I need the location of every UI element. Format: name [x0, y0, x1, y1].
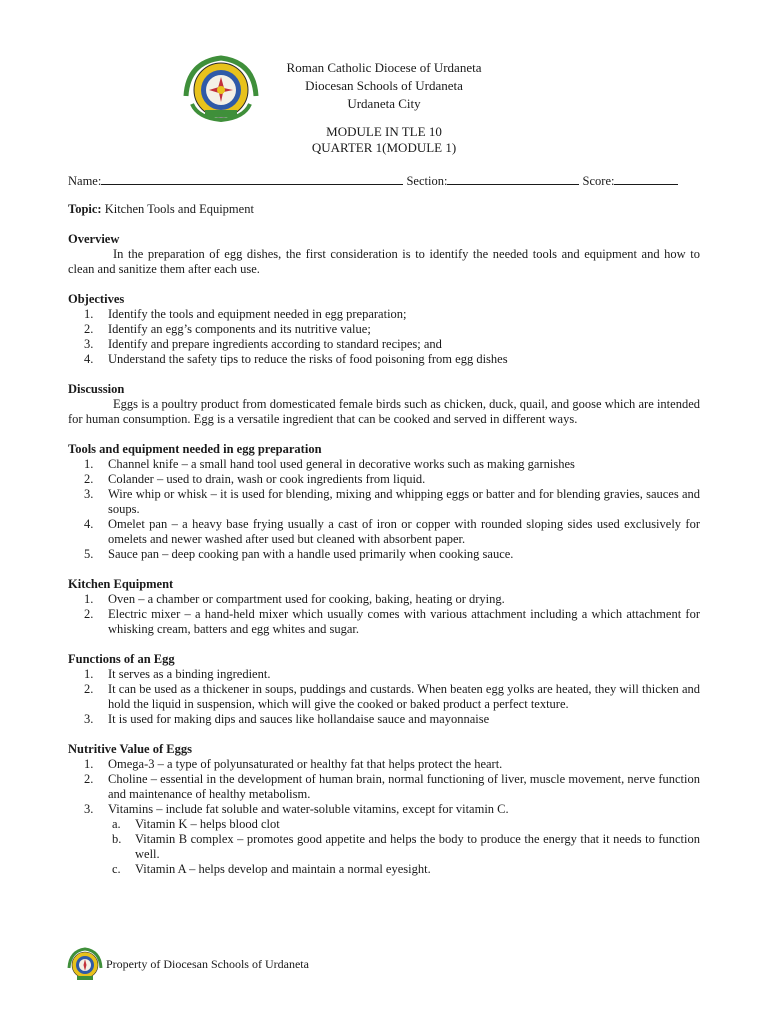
list-item: 2. Colander – used to drain, wash or cook ingredients from liquid.: [84, 472, 426, 486]
list-item: 1. Channel knife – a small hand tool used general in decorative works such as making garnishes: [84, 457, 575, 471]
footer-text: Property of Diocesan Schools of Urdaneta: [106, 957, 309, 971]
list-item: a. Vitamin K – helps blood clot: [112, 817, 280, 831]
module-title: [0, 124, 768, 156]
topic-label: Topic:: [68, 202, 102, 216]
list-item: 2. Identify an egg’s components and its nutritive value;: [84, 322, 371, 336]
school-name: Diocesan Schools of Urdaneta: [305, 78, 463, 93]
list-item: 1. It serves as a binding ingredient.: [84, 667, 271, 681]
quarter-label: QUARTER 1(MODULE 1): [311, 140, 457, 155]
list-item: 1. Identify the tools and equipment needed in egg preparation;: [84, 307, 407, 321]
nutritive-section: [68, 742, 700, 877]
list-item: 3. Identify and prepare ingredients according to standard recipes; and: [84, 337, 442, 351]
list-item: 3. It is used for making dips and sauces like hollandaise sauce and mayonnaise: [84, 712, 490, 726]
list-item: 2. Choline – essential in the development of human brain, normal functioning of liver, muscle movement, nerve function and maintenance of healthy metabolism.: [84, 772, 700, 801]
tools-heading: Tools and equipment needed in egg preparation: [68, 442, 322, 456]
module-content: [68, 202, 700, 892]
student-info-row: [68, 172, 704, 189]
discussion-section: [68, 382, 700, 427]
city-name: Urdaneta City: [347, 96, 421, 111]
overview-text: In the preparation of egg dishes, the first consideration is to identify the needed tools and equipment and how to clean and sanitize them after each use.: [68, 247, 700, 276]
topic-line: [68, 202, 700, 217]
functions-heading: Functions of an Egg: [68, 652, 175, 666]
tools-section: [68, 442, 700, 562]
overview-heading: Overview: [68, 232, 120, 246]
objectives-heading: Objectives: [68, 292, 125, 306]
nutritive-heading: Nutritive Value of Eggs: [68, 742, 192, 756]
list-item: 5. Sauce pan – deep cooking pan with a handle used primarily when cooking sauce.: [84, 547, 514, 561]
list-item: 3. Wire whip or whisk – it is used for blending, mixing and whipping eggs or batter and for blending gravies, sauces and soups.: [84, 487, 700, 516]
equipment-section: [68, 577, 700, 637]
list-item: 4. Understand the safety tips to reduce the risks of food poisoning from egg dishes: [84, 352, 508, 366]
objectives-section: [68, 292, 700, 367]
section-label: Section:: [406, 174, 448, 188]
list-item: 1. Omega-3 – a type of polyunsaturated or healthy fat that helps protect the heart.: [84, 757, 503, 771]
document-header: [0, 59, 768, 113]
list-item: b. Vitamin B complex – promotes good appetite and helps the body to produce the energy that it needs to function well.: [112, 832, 700, 861]
functions-section: [68, 652, 700, 727]
list-item: 3. Vitamins – include fat soluble and water-soluble vitamins, except for vitamin C.: [84, 802, 509, 816]
discussion-heading: Discussion: [68, 382, 125, 396]
module-name: MODULE IN TLE 10: [326, 124, 442, 139]
name-field[interactable]: [101, 172, 403, 185]
list-item: 2. Electric mixer – a hand-held mixer which usually comes with various attachment including a which attachment for whisking cream, batters and egg whites and sugar.: [84, 607, 700, 636]
list-item: 2. It can be used as a thickener in soups, puddings and custards. When beaten egg yolks are heated, they will thicken and hold the liquid in suspension, which will give the cooked or baked product a perfect texture.: [84, 682, 700, 711]
score-label: Score:: [582, 174, 615, 188]
list-item: c. Vitamin A – helps develop and maintain a normal eyesight.: [112, 862, 431, 876]
equipment-heading: Kitchen Equipment: [68, 577, 174, 591]
overview-section: [68, 232, 700, 277]
score-field[interactable]: [614, 172, 678, 185]
school-seal-small-icon: [66, 946, 104, 982]
section-field[interactable]: [447, 172, 579, 185]
name-label: Name:: [68, 174, 102, 188]
page-footer: [66, 946, 466, 982]
list-item: 1. Oven – a chamber or compartment used for cooking, baking, heating or drying.: [84, 592, 505, 606]
discussion-text: Eggs is a poultry product from domesticated female birds such as chicken, duck, quail, and goose which are intended for human consumption. Egg is a versatile ingredient that can be cooked and served in different ways.: [68, 397, 700, 426]
list-item: 4. Omelet pan – a heavy base frying usually a cast of iron or copper with rounded sloping sides used exclusively for omelets and newer washed after used but cleaned with absorbent paper.: [84, 517, 700, 546]
diocese-name: Roman Catholic Diocese of Urdaneta: [286, 60, 482, 75]
topic-value: Kitchen Tools and Equipment: [104, 202, 254, 216]
